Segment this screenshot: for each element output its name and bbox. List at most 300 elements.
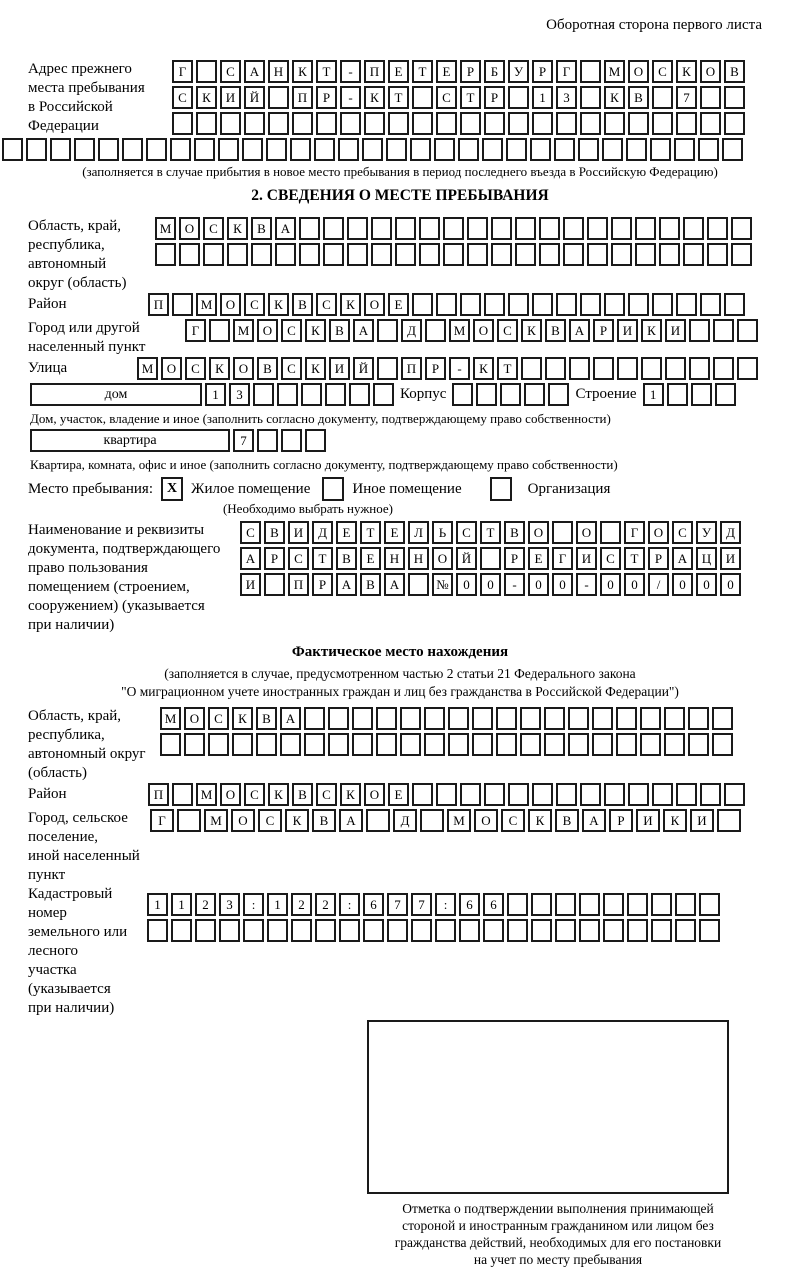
char-box <box>548 383 569 406</box>
char-box <box>552 521 573 544</box>
char-box: С <box>652 60 673 83</box>
char-box: А <box>582 809 606 832</box>
char-box <box>717 809 741 832</box>
char-box <box>264 573 285 596</box>
char-box: 2 <box>315 893 336 916</box>
checkbox-other-premises <box>322 477 344 501</box>
char-box: Е <box>388 60 409 83</box>
char-box <box>604 112 625 135</box>
char-box <box>616 707 637 730</box>
char-box <box>731 243 752 266</box>
char-box <box>316 112 337 135</box>
char-box: И <box>636 809 660 832</box>
char-box: - <box>576 573 597 596</box>
char-box <box>700 86 721 109</box>
char-box <box>628 783 649 806</box>
char-box: М <box>204 809 228 832</box>
label-line: (область) <box>28 765 87 781</box>
char-box <box>592 707 613 730</box>
char-box <box>203 243 224 266</box>
char-box <box>218 138 239 161</box>
char-box: Т <box>497 357 518 380</box>
char-box <box>731 217 752 240</box>
label-line: в Российской <box>28 99 113 115</box>
char-box <box>194 138 215 161</box>
char-box <box>467 217 488 240</box>
char-box: : <box>339 893 360 916</box>
char-box: - <box>340 86 361 109</box>
char-box <box>268 112 289 135</box>
char-box: О <box>473 319 494 342</box>
char-box <box>400 707 421 730</box>
char-box <box>305 429 326 452</box>
char-box: 0 <box>480 573 501 596</box>
char-box <box>281 429 302 452</box>
char-box: П <box>364 60 385 83</box>
region-label <box>28 217 155 293</box>
char-box <box>683 217 704 240</box>
char-box: И <box>665 319 686 342</box>
char-box <box>554 138 575 161</box>
char-box <box>339 919 360 942</box>
char-box <box>712 733 733 756</box>
char-box: 1 <box>147 893 168 916</box>
char-box <box>299 217 320 240</box>
char-box <box>476 383 497 406</box>
char-box: О <box>474 809 498 832</box>
char-box: М <box>233 319 254 342</box>
label-line: иной населенный пункт <box>28 848 140 883</box>
char-box <box>460 112 481 135</box>
char-box: Р <box>532 60 553 83</box>
char-box: М <box>196 293 217 316</box>
char-box: А <box>569 319 590 342</box>
char-box: Т <box>480 521 501 544</box>
char-box <box>314 138 335 161</box>
char-box: И <box>240 573 261 596</box>
char-box <box>436 783 457 806</box>
char-box <box>569 357 590 380</box>
char-box: / <box>648 573 669 596</box>
char-box <box>340 112 361 135</box>
char-box: Т <box>624 547 645 570</box>
char-box <box>700 783 721 806</box>
label-line: автономный <box>28 256 107 272</box>
house-name-box: дом <box>30 383 202 406</box>
char-box: Д <box>720 521 741 544</box>
char-box: 7 <box>411 893 432 916</box>
char-box <box>275 243 296 266</box>
char-box <box>424 707 445 730</box>
char-box: К <box>676 60 697 83</box>
char-box <box>651 893 672 916</box>
char-box <box>507 893 528 916</box>
char-box <box>500 383 521 406</box>
char-box: Г <box>185 319 206 342</box>
char-box <box>373 383 394 406</box>
char-box <box>256 733 277 756</box>
char-box <box>675 919 696 942</box>
char-box: Г <box>556 60 577 83</box>
char-box: К <box>232 707 253 730</box>
char-box <box>395 243 416 266</box>
char-box <box>484 112 505 135</box>
char-box <box>388 112 409 135</box>
char-box: С <box>240 521 261 544</box>
char-box <box>227 243 248 266</box>
char-box <box>508 783 529 806</box>
char-box: Б <box>484 60 505 83</box>
char-box: 0 <box>720 573 741 596</box>
char-box: К <box>268 293 289 316</box>
char-box <box>376 733 397 756</box>
char-box <box>244 112 265 135</box>
char-box <box>713 319 734 342</box>
char-box: Т <box>388 86 409 109</box>
char-box: К <box>285 809 309 832</box>
char-box <box>448 707 469 730</box>
stay-type-label: Место пребывания: <box>28 481 153 497</box>
char-box <box>650 138 671 161</box>
char-box <box>338 138 359 161</box>
char-box: С <box>185 357 206 380</box>
char-box <box>395 217 416 240</box>
char-box <box>628 293 649 316</box>
char-box: А <box>672 547 693 570</box>
label-line: участка (указывается <box>28 962 111 997</box>
char-box <box>724 112 745 135</box>
char-box <box>539 243 560 266</box>
char-box: В <box>251 217 272 240</box>
char-box: : <box>243 893 264 916</box>
stay-type-group <box>28 477 772 501</box>
char-box <box>325 383 346 406</box>
char-box <box>290 138 311 161</box>
char-box: И <box>288 521 309 544</box>
char-box: Е <box>388 293 409 316</box>
char-box <box>292 112 313 135</box>
char-box <box>160 733 181 756</box>
char-box: И <box>329 357 350 380</box>
char-box: 2 <box>195 893 216 916</box>
char-box: К <box>473 357 494 380</box>
label-line: населенный пункт <box>28 339 146 355</box>
char-box <box>699 893 720 916</box>
actual-district-label: Район <box>28 786 67 802</box>
char-box: С <box>244 293 265 316</box>
apartment-caption: Квартира, комната, офис и иное (заполнить согласно документу, подтверждающему право собственности) <box>30 457 618 472</box>
char-box: С <box>497 319 518 342</box>
char-box: Г <box>150 809 174 832</box>
char-box: И <box>220 86 241 109</box>
char-box <box>443 243 464 266</box>
char-box <box>603 893 624 916</box>
char-box: А <box>240 547 261 570</box>
char-box: П <box>292 86 313 109</box>
char-box <box>460 783 481 806</box>
char-box: К <box>209 357 230 380</box>
char-box: О <box>231 809 255 832</box>
char-box <box>568 707 589 730</box>
char-box: К <box>641 319 662 342</box>
char-box: С <box>501 809 525 832</box>
char-box <box>579 919 600 942</box>
char-box <box>579 893 600 916</box>
char-box: С <box>316 293 337 316</box>
char-box <box>683 243 704 266</box>
cadastre-group <box>28 885 772 1018</box>
label-line: документа, подтверждающего <box>28 541 221 557</box>
back-side-note: Оборотная сторона первого листа <box>546 17 762 33</box>
char-box: И <box>617 319 638 342</box>
apartment-number-row <box>233 429 326 452</box>
char-box <box>146 138 167 161</box>
label-line: помещением (строением, <box>28 579 190 595</box>
prev-address-row-2 <box>172 86 745 109</box>
char-box: Т <box>312 547 333 570</box>
char-box: Р <box>264 547 285 570</box>
char-box <box>713 357 734 380</box>
label-line: автономный округ <box>28 746 146 762</box>
char-box: И <box>576 547 597 570</box>
char-box <box>366 809 390 832</box>
char-box <box>458 138 479 161</box>
char-box: Ь <box>432 521 453 544</box>
label-line: Область, край, <box>28 708 122 724</box>
char-box: 6 <box>363 893 384 916</box>
char-box <box>688 733 709 756</box>
label-line: Кадастровый номер <box>28 886 113 921</box>
char-box <box>544 733 565 756</box>
char-box <box>707 217 728 240</box>
char-box <box>587 243 608 266</box>
label-line: Город или другой <box>28 320 140 336</box>
option-organization-label: Организация <box>527 481 611 497</box>
actual-region-label <box>28 707 160 783</box>
char-box <box>482 138 503 161</box>
char-box <box>179 243 200 266</box>
char-box <box>580 112 601 135</box>
char-box: С <box>288 547 309 570</box>
char-box <box>715 383 736 406</box>
char-box <box>724 783 745 806</box>
char-box <box>267 919 288 942</box>
char-box <box>664 733 685 756</box>
char-box <box>50 138 71 161</box>
prev-address-row-1 <box>172 60 745 83</box>
char-box <box>491 243 512 266</box>
char-box: О <box>184 707 205 730</box>
char-box: К <box>305 357 326 380</box>
region-row-2 <box>155 243 752 266</box>
char-box <box>640 707 661 730</box>
apartment-group <box>30 429 772 455</box>
char-box <box>419 243 440 266</box>
label-line: сооружением) (указывается <box>28 598 205 614</box>
char-box <box>724 86 745 109</box>
char-box: М <box>604 60 625 83</box>
document-row-2 <box>240 547 741 570</box>
char-box <box>371 243 392 266</box>
char-box: А <box>384 573 405 596</box>
char-box <box>556 293 577 316</box>
char-box <box>626 138 647 161</box>
char-box <box>352 707 373 730</box>
char-box <box>555 919 576 942</box>
caption-line: на учет по месту пребывания <box>473 1252 643 1267</box>
char-box <box>691 383 712 406</box>
char-box <box>675 893 696 916</box>
char-box <box>627 919 648 942</box>
char-box: 0 <box>696 573 717 596</box>
district-row <box>148 293 745 316</box>
char-box: В <box>329 319 350 342</box>
char-box: Ц <box>696 547 717 570</box>
label-line: Город, сельское поселение, <box>28 810 128 845</box>
char-box: К <box>340 293 361 316</box>
char-box: Й <box>456 547 477 570</box>
label-line: республика, <box>28 727 105 743</box>
char-box <box>434 138 455 161</box>
actual-region-row-2 <box>160 733 733 756</box>
char-box <box>580 60 601 83</box>
char-box <box>635 243 656 266</box>
char-box <box>508 86 529 109</box>
char-box <box>349 383 370 406</box>
char-box <box>600 521 621 544</box>
char-box: О <box>628 60 649 83</box>
char-box <box>253 383 274 406</box>
char-box <box>232 733 253 756</box>
korpus-row <box>452 383 569 406</box>
char-box: К <box>227 217 248 240</box>
document-label <box>28 521 240 635</box>
prev-address-group <box>28 60 772 138</box>
char-box: Т <box>360 521 381 544</box>
char-box <box>611 217 632 240</box>
char-box: 1 <box>267 893 288 916</box>
char-box: Г <box>552 547 573 570</box>
char-box: О <box>576 521 597 544</box>
char-box: В <box>264 521 285 544</box>
char-box: О <box>700 60 721 83</box>
char-box <box>520 733 541 756</box>
char-box <box>410 138 431 161</box>
char-box: № <box>432 573 453 596</box>
char-box <box>659 243 680 266</box>
char-box: П <box>148 783 169 806</box>
char-box: К <box>663 809 687 832</box>
char-box: С <box>203 217 224 240</box>
char-box <box>220 112 241 135</box>
prev-address-row-4 <box>2 138 772 161</box>
char-box <box>580 293 601 316</box>
char-box <box>452 383 473 406</box>
char-box <box>219 919 240 942</box>
char-box <box>491 217 512 240</box>
char-box <box>641 357 662 380</box>
checkbox-organization <box>490 477 512 501</box>
char-box <box>532 112 553 135</box>
char-box <box>412 783 433 806</box>
char-box: Е <box>528 547 549 570</box>
char-box: А <box>244 60 265 83</box>
char-box: К <box>305 319 326 342</box>
char-box <box>266 138 287 161</box>
char-box: С <box>220 60 241 83</box>
char-box <box>347 217 368 240</box>
caption-line: Отметка о подтверждении выполнения принимающей <box>402 1201 714 1216</box>
char-box <box>698 138 719 161</box>
char-box <box>664 707 685 730</box>
char-box <box>419 217 440 240</box>
caption-line: гражданства действий, необходимых для его постановки <box>394 1235 722 1250</box>
label-line: при наличии) <box>28 1000 115 1016</box>
stay-type-note: (Необходимо выбрать нужное) <box>222 501 394 516</box>
char-box <box>628 112 649 135</box>
char-box <box>602 138 623 161</box>
char-box: 7 <box>233 429 254 452</box>
actual-city-label <box>28 809 150 885</box>
char-box: 0 <box>552 573 573 596</box>
char-box <box>604 293 625 316</box>
cadastre-row-1 <box>147 893 720 916</box>
char-box <box>251 243 272 266</box>
char-box <box>700 293 721 316</box>
document-row-1 <box>240 521 741 544</box>
label-line: право пользования <box>28 560 148 576</box>
prev-address-label <box>28 60 172 136</box>
char-box: 0 <box>672 573 693 596</box>
char-box <box>435 919 456 942</box>
char-box <box>74 138 95 161</box>
actual-location-note-2: "О миграционном учете иностранных граждан и лиц без гражданства в Российской Федерации") <box>121 684 679 699</box>
char-box <box>640 733 661 756</box>
char-box: М <box>137 357 158 380</box>
char-box: В <box>292 783 313 806</box>
char-box <box>676 112 697 135</box>
checkbox-residential: X <box>161 477 183 501</box>
char-box: Р <box>484 86 505 109</box>
char-box: В <box>555 809 579 832</box>
korpus-label: Корпус <box>400 386 447 402</box>
actual-location-title: Фактическое место нахождения <box>291 644 509 660</box>
char-box <box>568 733 589 756</box>
char-box <box>532 293 553 316</box>
char-box <box>196 60 217 83</box>
char-box <box>196 112 217 135</box>
char-box <box>531 893 552 916</box>
char-box: : <box>435 893 456 916</box>
char-box <box>304 707 325 730</box>
char-box: 0 <box>528 573 549 596</box>
region-group <box>28 217 772 293</box>
char-box: 6 <box>483 893 504 916</box>
street-row <box>137 357 758 380</box>
char-box: 3 <box>219 893 240 916</box>
char-box <box>515 243 536 266</box>
char-box <box>707 243 728 266</box>
char-box: И <box>690 809 714 832</box>
stamp-box <box>367 1020 729 1194</box>
char-box <box>593 357 614 380</box>
char-box: 7 <box>387 893 408 916</box>
char-box: 1 <box>205 383 226 406</box>
char-box: А <box>336 573 357 596</box>
char-box <box>627 893 648 916</box>
document-group <box>28 521 772 635</box>
char-box <box>177 809 201 832</box>
